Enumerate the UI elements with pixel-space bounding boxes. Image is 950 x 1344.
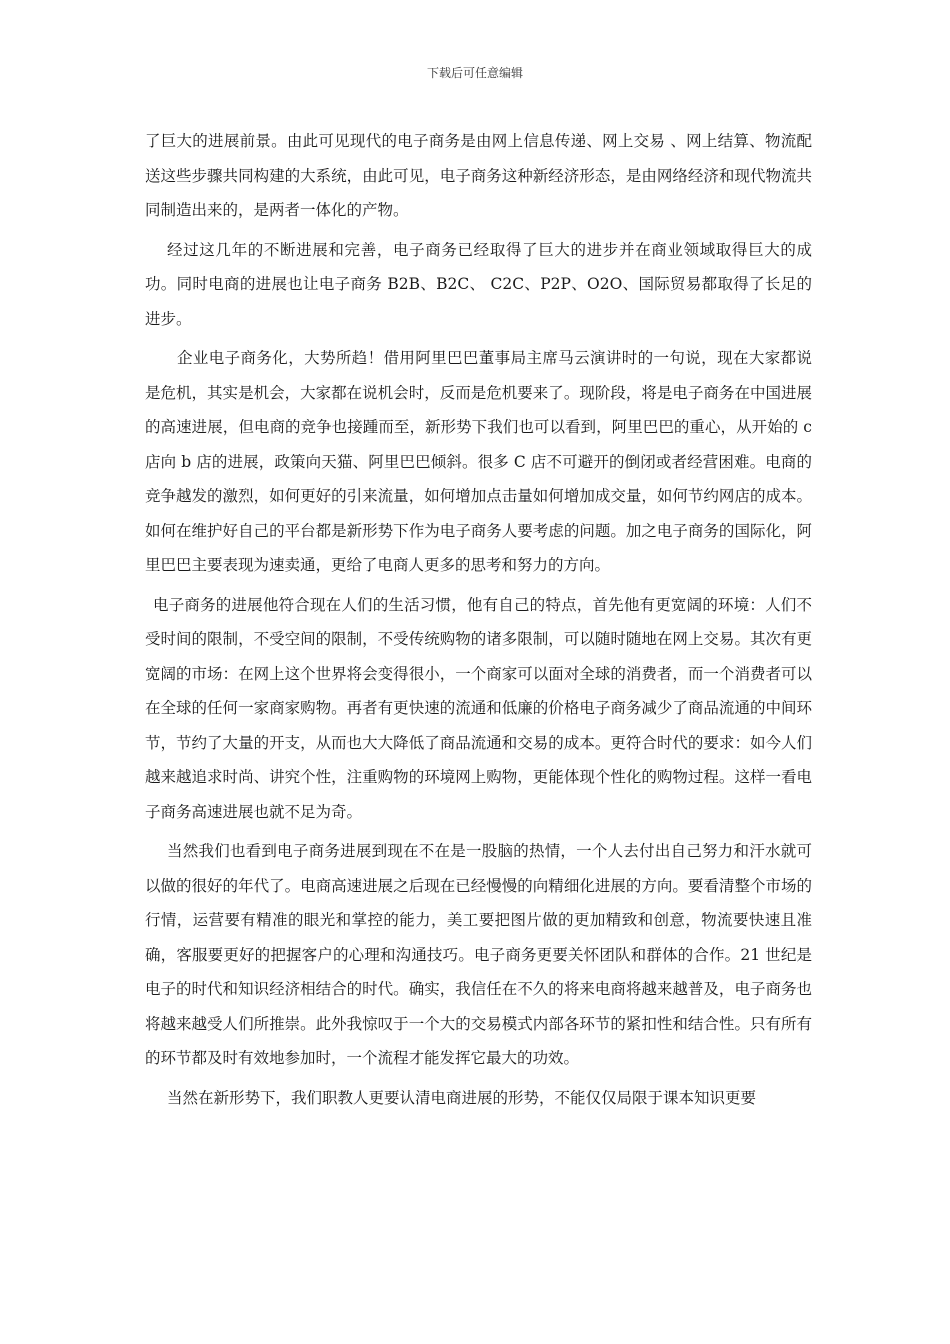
paragraph-2: 经过这几年的不断进展和完善，电子商务已经取得了巨大的进步并在商业领域取得巨大的成功。同时电商的进展也让电子商务 B2B、B2C、 C2C、P2P、O2O、国际贸易都取得了长足的进步。 <box>145 240 812 328</box>
paragraph-4: 电子商务的进展他符合现在人们的生活习惯，他有自己的特点，首先他有更宽阔的环境：人们不受时间的限制，不受空间的限制，不受传统购物的诸多限制，可以随时随地在网上交易。其次有更宽阔的市场：在网上这个世界将会变得很小，一个商家可以面对全球的消费者，而一个消费者可以在全球的任何一家商家购物。再者有更快速的流通和低廉的价格电子商务减少了商品流通的中间环节，节约了大量的开支，从而也大大降低了商品流通和交易的成本。更符合时代的要求：如今人们越来越追求时尚、讲究个性，注重购物的环境网上购物，更能体现个性化的购物过程。这样一看电子商务高速进展也就不足为奇。 <box>145 595 812 821</box>
paragraph-1: 了巨大的进展前景。由此可见现代的电子商务是由网上信息传递、网上交易 、网上结算、物流配送这些步骤共同构建的大系统，由此可见，电子商务这种新经济形态，是由网络经济和现代物流共同制造出来的，是两者一体化的产物。 <box>145 132 812 219</box>
document-body <box>145 124 812 1115</box>
paragraph-6: 当然在新形势下，我们职教人更要认清电商进展的形势，不能仅仅局限于课本知识更要 <box>167 1088 757 1107</box>
page-header: 下载后可任意编辑 <box>426 66 523 80</box>
paragraph-5: 当然我们也看到电子商务进展到现在不在是一股脑的热情，一个人去付出自己努力和汗水就可以做的很好的年代了。电商高速进展之后现在已经慢慢的向精细化进展的方向。要看清整个市场的行情，运营要有精准的眼光和掌控的能力，美工要把图片做的更加精致和创意，物流要快速且准确，客服要更好的把握客户的心理和沟通技巧。电子商务更要关怀团队和群体的合作。21 世纪是电子的时代和知识经济相结合的时代。确实，我信任在不久的将来电商将越来越普及，电子商务也将越来越受人们所推崇。此外我惊叹于一个大的交易模式内部各环节的紧扣性和结合性。只有所有的环节都及时有效地参加时，一个流程才能发挥它最大的功效。 <box>145 842 812 1067</box>
paragraph-3: 企业电子商务化，大势所趋！借用阿里巴巴董事局主席马云演讲时的一句说，现在大家都说是危机，其实是机会，大家都在说机会时，反而是危机要来了。现阶段，将是电子商务在中国进展的高速进展，但电商的竞争也接踵而至，新形势下我们也可以看到，阿里巴巴的重心，从开始的 c 店向 b 店的进展，政策向天猫、阿里巴巴倾斜。很多 C 店不可避开的倒闭或者经营困难。电商的竞争越发的激烈，如何更好的引来流量，如何增加点击量如何增加成交量，如何节约网店的成本。如何在维护好自己的平台都是新形势下作为电子商务人要考虑的问题。加之电子商务的国际化，阿里巴巴主要表现为速卖通，更给了电商人更多的思考和努力的方向。 <box>145 349 812 574</box>
